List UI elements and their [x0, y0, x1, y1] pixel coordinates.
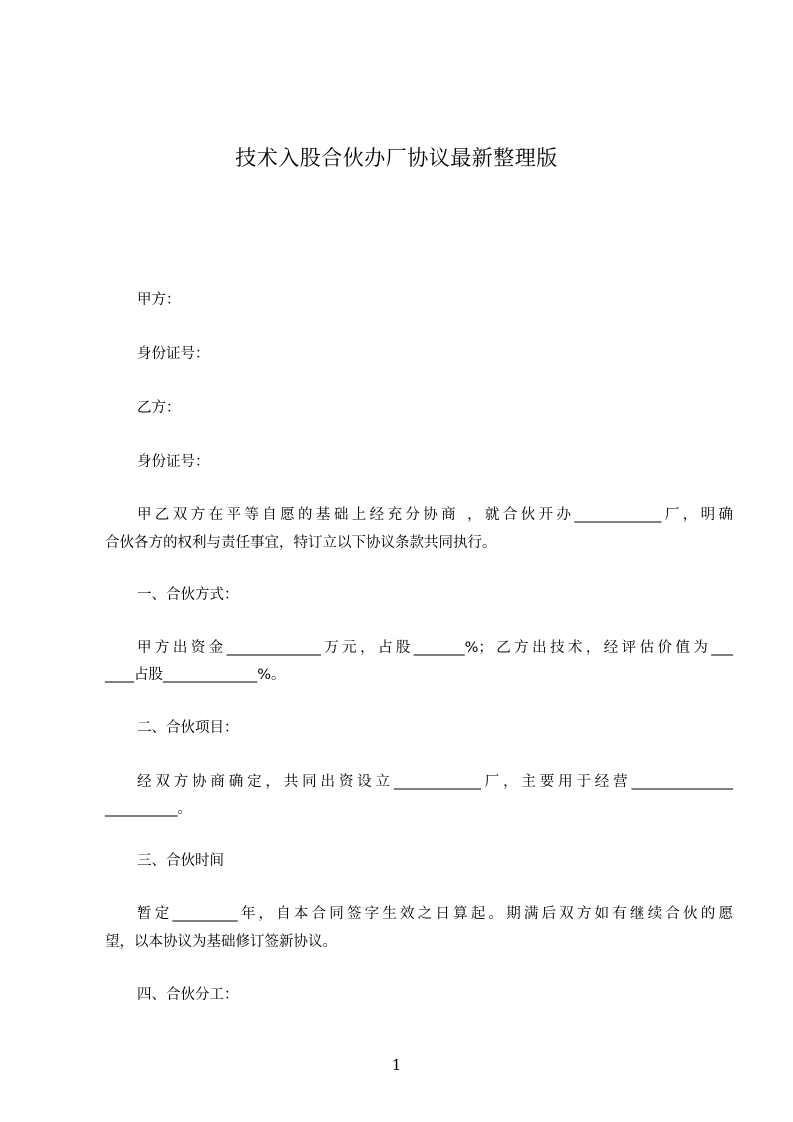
party-a-id-label: 身份证号：	[137, 346, 210, 362]
section-1-heading: 一、合伙方式：	[137, 587, 239, 603]
section-3-heading: 三、合伙时间	[137, 853, 224, 869]
section-2-paragraph-line-2: __________。	[105, 801, 192, 817]
section-4-heading: 四、合伙分工：	[137, 987, 239, 1003]
section-2-paragraph-line-1: 经双方协商确定，共同出资设立____________厂，主要用于经营______________	[137, 774, 733, 790]
section-1-paragraph-line-1: 甲方出资金_____________万元，占股_______%；乙方出技术，经评估价值为___	[137, 640, 733, 656]
party-b-id-label: 身份证号：	[137, 454, 210, 470]
section-2-heading: 二、合伙项目：	[137, 720, 239, 736]
section-1-paragraph-line-2: ____占股_____________%。	[105, 667, 286, 683]
page-number: 1	[391, 1056, 402, 1074]
intro-paragraph-line-1: 甲乙双方在平等自愿的基础上经充分协商 ，就合伙开办____________厂，明确	[137, 507, 733, 523]
section-3-paragraph-line-2: 望，以本协议为基础修订签新协议。	[105, 934, 337, 950]
document-title: 技术入股合伙办厂协议最新整理版	[235, 146, 558, 170]
party-a-label: 甲方：	[137, 292, 181, 308]
intro-paragraph-line-2: 合伙各方的权利与责任事宜，特订立以下协议条款共同执行。	[105, 535, 497, 551]
party-b-label: 乙方：	[137, 400, 181, 416]
section-3-paragraph-line-1: 暂定_________年，自本合同签字生效之日算起。期满后双方如有继续合伙的愿	[137, 906, 733, 922]
